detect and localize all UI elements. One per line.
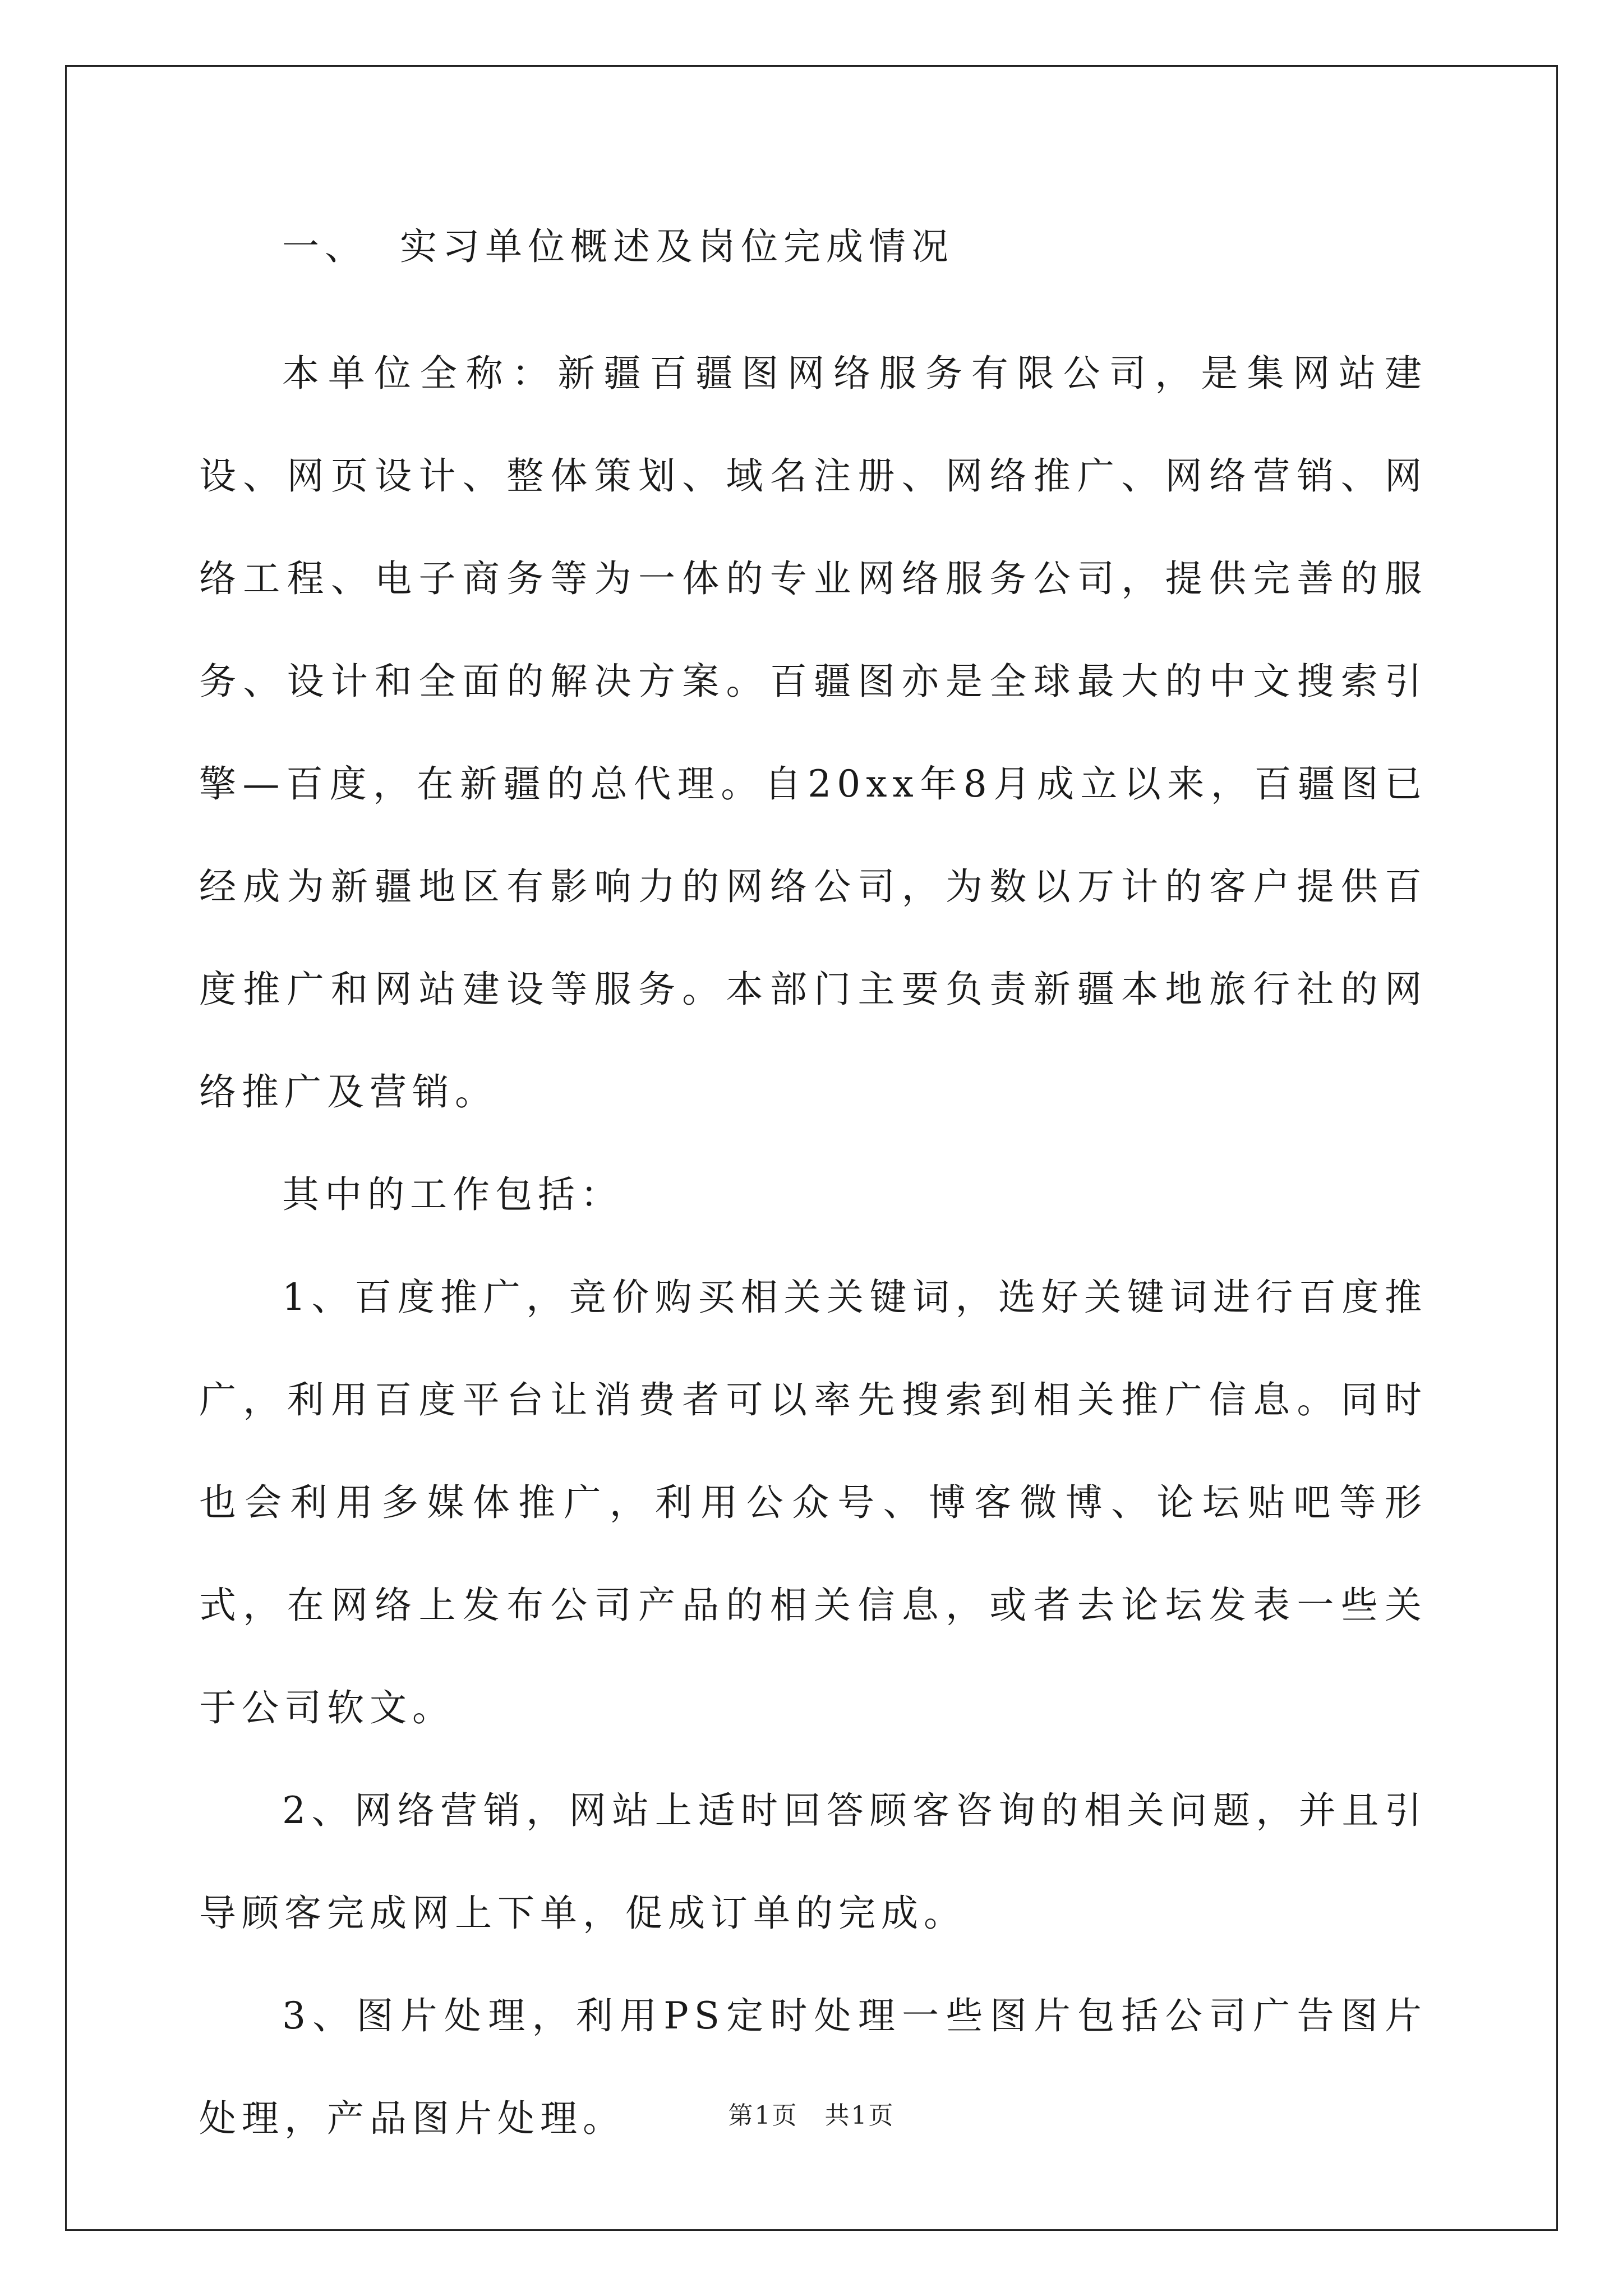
paragraph-company-overview: 本单位全称：新疆百疆图网络服务有限公司，是集网站建设、网页设计、整体策划、域名注册、网络推广、网络营销、网络工程、电子商务等为一体的专业网络服务公司，提供完善的服务、设计和全面的解决方案。百疆图亦是全球最大的中文搜索引擎—百度，在新疆的总代理。自20xx年8月成立以来，百疆图已经成为新疆地区有影响力的网络公司，为数以万计的客户提供百度推广和网站建设等服务。本部门主要负责新疆本地旅行社的网络推广及营销。	[199, 352, 1427, 1114]
page-footer: 第1页 共1页	[728, 2101, 895, 2130]
document-body	[199, 219, 1427, 2170]
section-heading	[199, 219, 1427, 279]
heading-text: 实习单位概述及岗位完成情况	[400, 225, 954, 268]
paragraph-item-1: 1、百度推广，竞价购买相关关键词，选好关键词进行百度推广，利用百度平台让消费者可以率先搜索到相关推广信息。同时也会利用多媒体推广，利用公众号、博客微博、论坛贴吧等形式，在网络上发布公司产品的相关信息，或者去论坛发表一些关于公司软文。	[199, 1276, 1427, 1729]
paragraph-work-intro: 其中的工作包括：	[282, 1173, 623, 1216]
heading-number: 一、	[282, 225, 367, 268]
paragraph-item-2: 2、网络营销，网站上适时回答顾客咨询的相关问题，并且引导顾客完成网上下单，促成订单的完成。	[199, 1789, 1427, 1935]
paragraph-item-3: 3、图片处理，利用PS定时处理一些图片包括公司广告图片处理，产品图片处理。	[199, 1994, 1427, 2140]
